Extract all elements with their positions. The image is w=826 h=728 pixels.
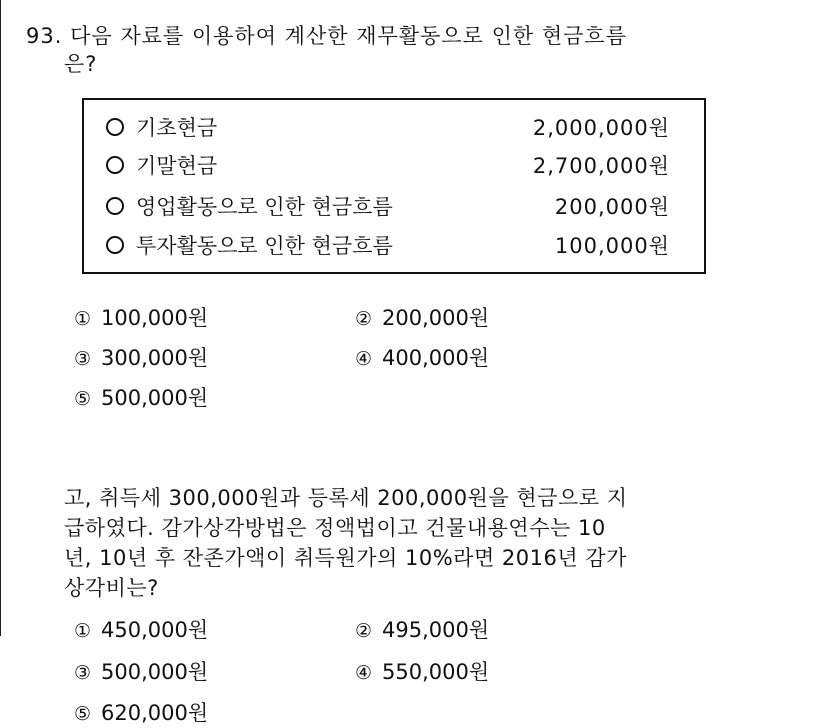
next-question-stem-line-3: 년, 10년 후 잔존가액이 취득원가의 10%라면 2016년 감가 [64,546,627,570]
answer-option-2[interactable]: ② 495,000원 [355,618,490,642]
answer-option-5[interactable]: ⑤ 620,000원 [74,701,209,725]
answer-option-1[interactable]: ① 450,000원 [74,618,209,642]
data-box [82,98,706,274]
answer-option-1[interactable]: ① 100,000원 [74,306,209,330]
data-row-value: 100,000원 [554,234,670,258]
data-row [106,112,670,142]
answer-option-3[interactable]: ③ 500,000원 [74,660,209,684]
data-row [106,230,670,260]
data-row [106,150,670,180]
answer-option-5[interactable]: ⑤ 500,000원 [74,386,209,410]
data-row-value: 2,700,000원 [532,154,670,178]
data-row [106,191,670,221]
next-question-stem-line-2: 급하였다. 감가상각방법은 정액법이고 건물내용연수는 10 [64,516,606,540]
data-row-value: 2,000,000원 [532,116,670,140]
left-margin-rule [0,0,1,636]
bullet-circle-icon [106,156,124,174]
data-row-label: 투자활동으로 인한 현금흐름 [106,230,393,260]
data-row-label: 기말현금 [106,150,217,180]
question-93-stem-line-2: 은? [64,52,98,76]
data-row-value: 200,000원 [554,195,670,219]
data-row-label: 기초현금 [106,112,217,142]
answer-option-2[interactable]: ② 200,000원 [355,306,490,330]
answer-option-4[interactable]: ④ 550,000원 [355,660,490,684]
answer-option-4[interactable]: ④ 400,000원 [355,346,490,370]
question-93-stem-line-1: 93. 다음 자료를 이용하여 계산한 재무활동으로 인한 현금흐름 [26,24,627,48]
next-question-stem-line-4: 상각비는? [64,576,159,600]
bullet-circle-icon [106,236,124,254]
bullet-circle-icon [106,197,124,215]
bullet-circle-icon [106,118,124,136]
data-row-label: 영업활동으로 인한 현금흐름 [106,191,393,221]
answer-option-3[interactable]: ③ 300,000원 [74,346,209,370]
next-question-stem-line-1: 고, 취득세 300,000원과 등록세 200,000원을 현금으로 지 [64,486,628,510]
